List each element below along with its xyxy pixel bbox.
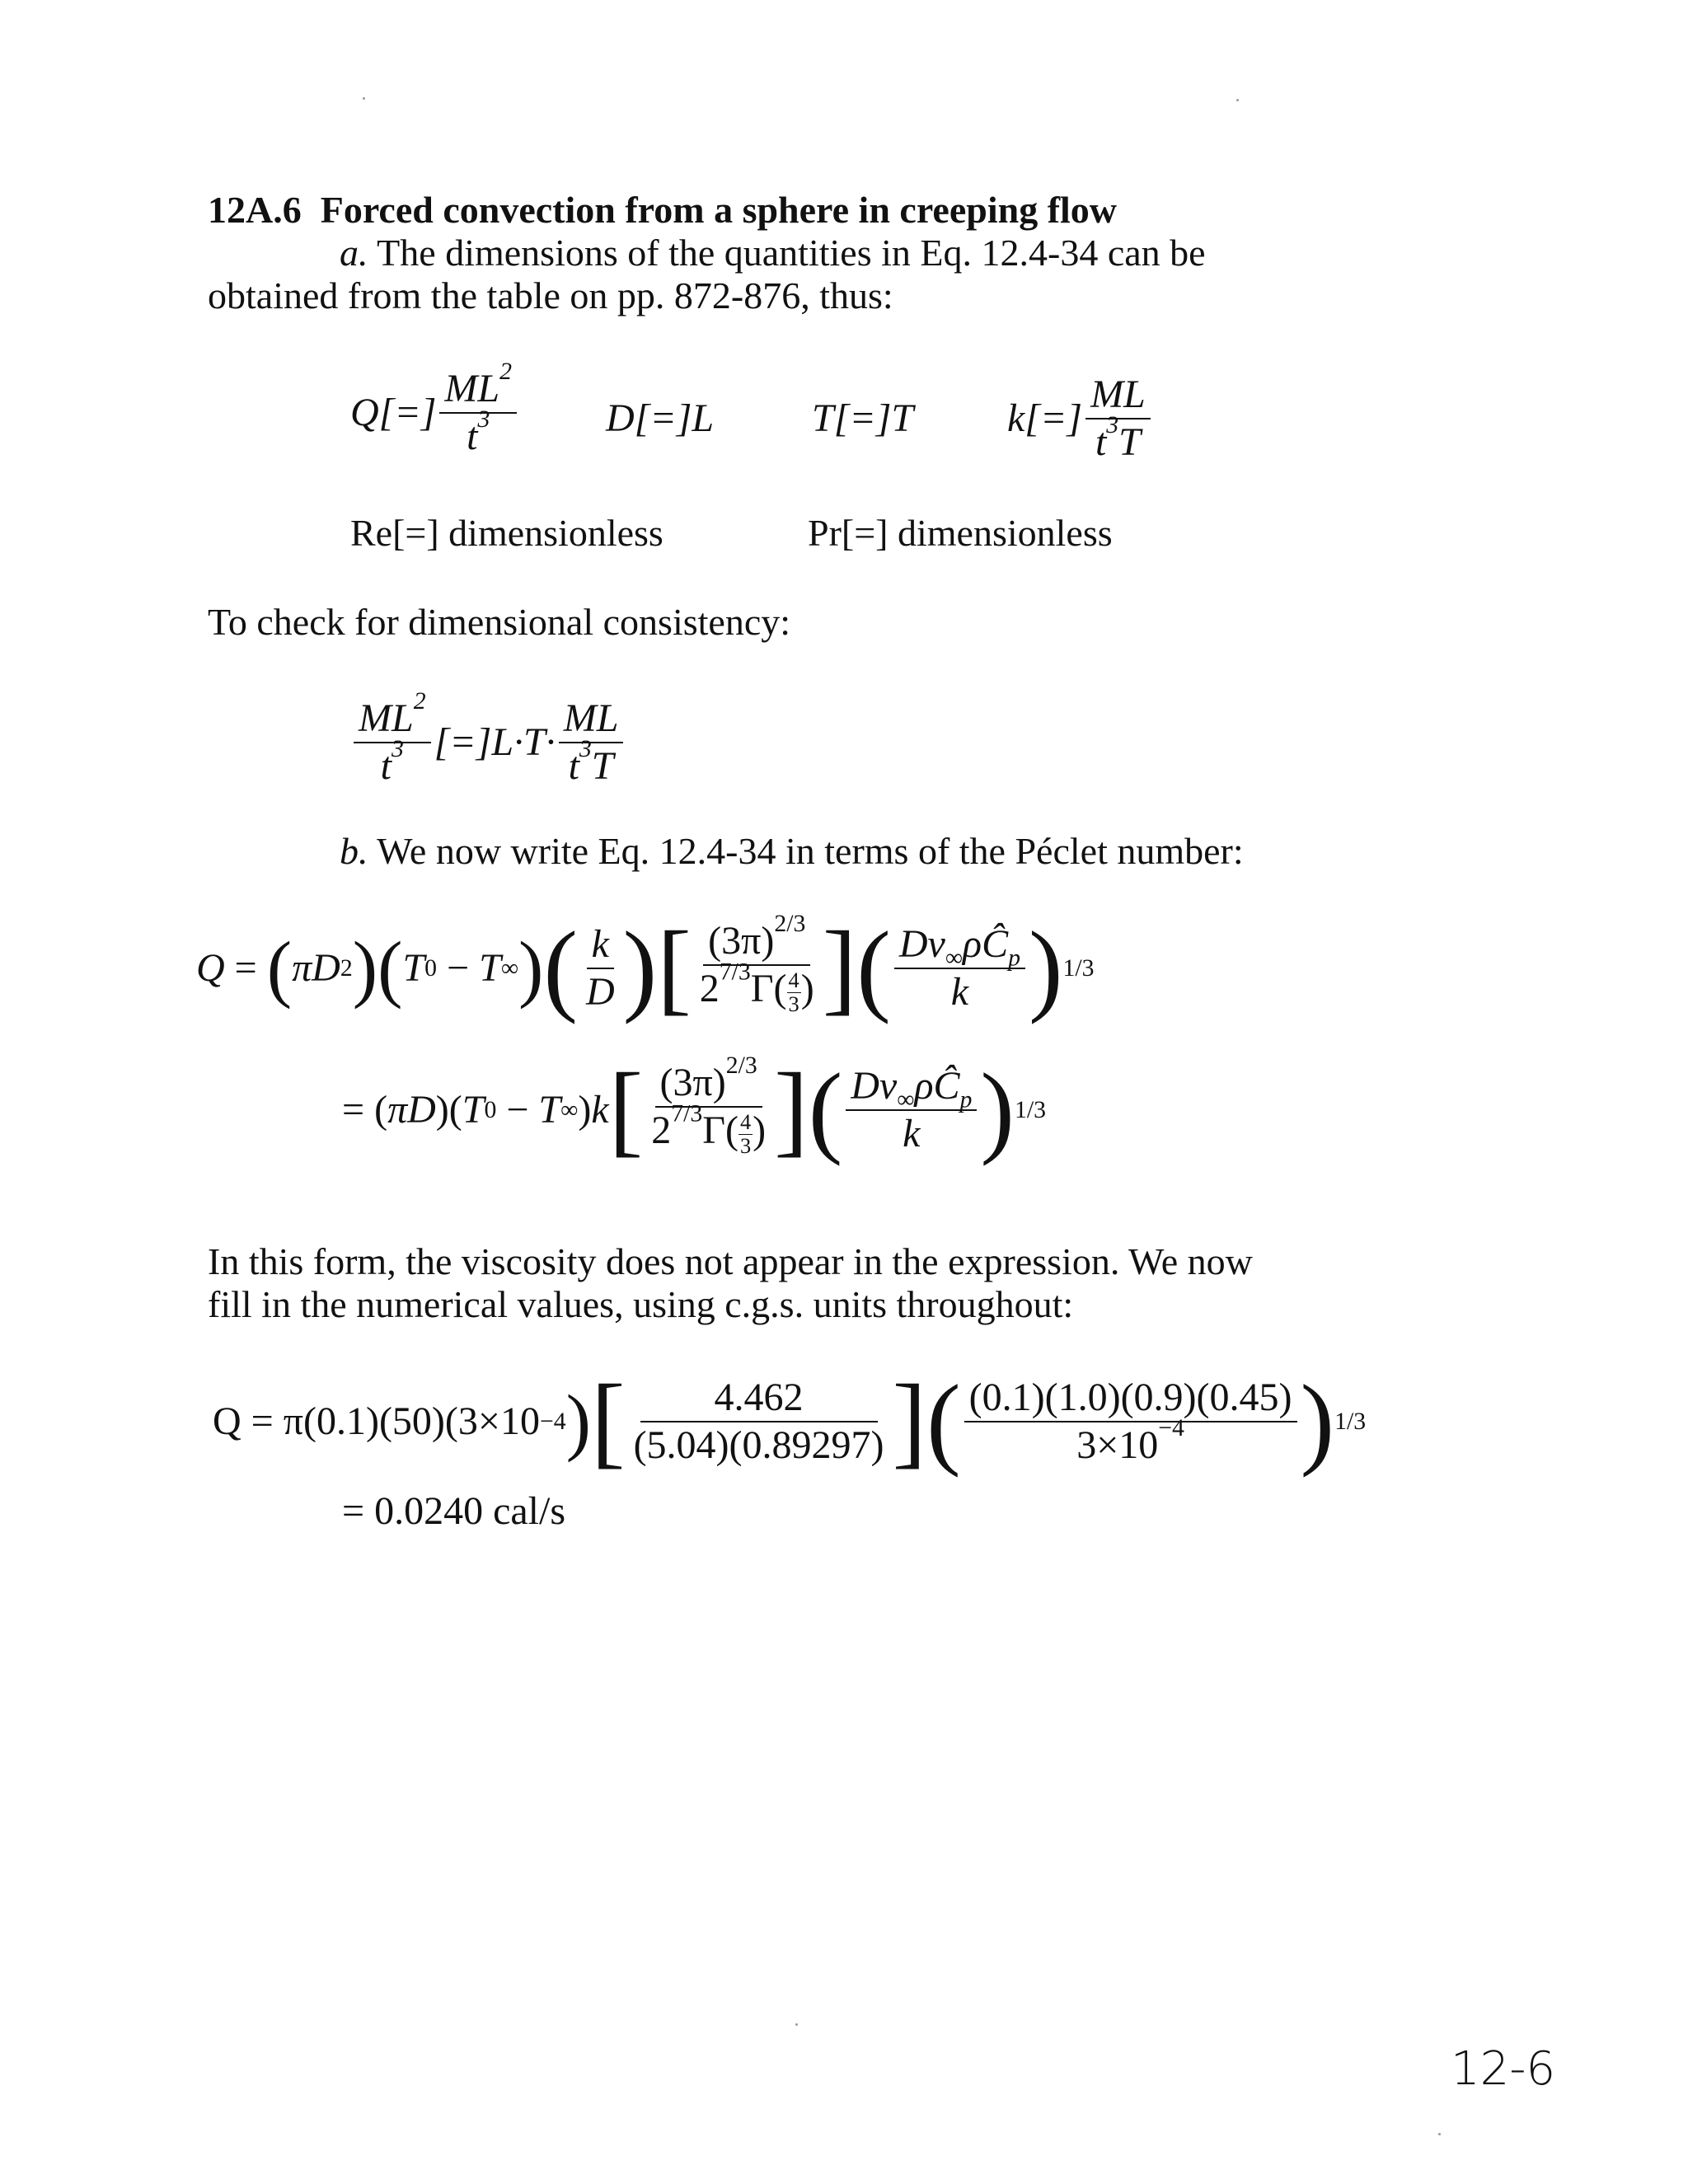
three-pi-exp: 2/3: [774, 910, 806, 938]
dim-k: [1007, 375, 1154, 462]
check-lhs-num-exp: 2: [413, 687, 426, 715]
dim-D: D[=]L: [606, 396, 715, 440]
numeric-f2-num: (0.1)(1.0)(0.9)(0.45): [964, 1378, 1297, 1422]
dim-Q-num: ML: [444, 367, 500, 410]
dim-k-den: t: [1095, 420, 1107, 464]
four: 4: [788, 968, 799, 992]
numeric-f2-den: 3×10: [1076, 1423, 1159, 1467]
check-lhs-fraction: [354, 687, 431, 788]
part-a-intro-line2: obtained from the table on pp. 872-876, thus:: [208, 274, 893, 316]
check-rhs-fraction: [559, 696, 624, 788]
check-equation: [350, 687, 626, 788]
part-a-intro-text: The dimensions of the quantities in Eq. 12.4-34 can be: [377, 232, 1206, 274]
problem-heading: [208, 191, 1117, 229]
dim-Q-fraction: [439, 358, 517, 458]
part-a-intro-line1: [340, 234, 1206, 272]
two-exp-2: 7/3: [671, 1099, 703, 1127]
dim-k-num: ML: [1085, 375, 1151, 419]
dim-Q-den: t: [467, 415, 478, 458]
numeric-fraction-1: [629, 1378, 889, 1465]
part-b-label: b.: [340, 830, 368, 872]
problem-number: 12A.6: [208, 189, 302, 231]
scan-speck: [1438, 2133, 1441, 2135]
part-a-label: a.: [340, 232, 368, 274]
three-pi-2: (3π): [659, 1061, 726, 1104]
gamma: Γ: [750, 967, 774, 1011]
check-intro: To check for dimensional consistency:: [208, 601, 791, 643]
check-lhs-den: t: [380, 744, 392, 788]
dim-Q: [350, 358, 520, 458]
para-line2: fill in the numerical values, using c.g.s. units throughout:: [208, 1283, 1074, 1325]
numeric-equation: Q = π(0.1)(50)(3×10 −4 ) [ $\frac{4.462}{(5.04)(0.89297)}$ ] ( $\frac{(0.1)(1.0)(0.9)(0.45)}{3\times 10^{-4}}$ ) 1/3: [213, 1364, 1367, 1479]
numeric-fraction-2: [964, 1378, 1297, 1465]
pr-dimension: Pr[=] dimensionless: [808, 512, 1113, 554]
check-mid: [=]L·T·: [434, 720, 556, 764]
scan-speck: [1236, 99, 1239, 101]
check-lhs-den-exp: 3: [392, 735, 404, 763]
part-b-intro: [340, 832, 1244, 870]
three: 3: [788, 991, 799, 1016]
dim-k-fraction: [1085, 375, 1151, 462]
three-2: 3: [739, 1132, 752, 1158]
two-exp: 7/3: [719, 958, 751, 986]
two: 2: [699, 967, 720, 1011]
page-number: 12-6: [1451, 2042, 1556, 2096]
check-rhs-den: t: [568, 744, 579, 788]
dim-Q-den-exp: 3: [477, 405, 490, 434]
dim-T: T[=]T: [812, 396, 914, 440]
peclet-equation-line2: = ( πD )( T 0 − T ∞ ) k [ $(3\pi)^{2/3}$ $2^{7/3}\Gamma$( $\frac{4}{3}$ ) ] ( $\frac{Dv_\infty\rho Ĉ_p}{k}$ ) 1/3: [342, 1052, 1046, 1167]
scan-speck: [795, 2023, 798, 2026]
numeric-result: = 0.0240 cal/s: [342, 1489, 566, 1533]
four-2: 4: [739, 1109, 752, 1134]
re-dimension: Re[=] dimensionless: [350, 512, 663, 554]
check-rhs-den-tail: T: [591, 744, 614, 788]
check-rhs-num: ML: [559, 699, 624, 743]
numeric-f1-den: (5.04)(0.89297): [633, 1423, 884, 1467]
peclet-equation-line1: Q = ( πD 2 ) ( T 0 − T ∞ ) ( $\frac{k}{D}$ ) [ $(3\pi)^{2/3}$ $2^{7/3}\Gamma$( $\frac{4}{3}$ ) ] ( $\frac{Dv_\infty\rho Ĉ_p}{k}$ ) 1/3: [196, 910, 1095, 1025]
numeric-lhs: Q = π(0.1)(50)(3×10: [213, 1399, 540, 1443]
part-b-intro-text: We now write Eq. 12.4-34 in terms of the Péclet number:: [377, 830, 1244, 872]
para-line1: In this form, the viscosity does not appear in the expression. We now: [208, 1240, 1253, 1282]
three-pi-exp-2: 2/3: [725, 1052, 757, 1080]
scan-speck: [363, 97, 365, 100]
dim-k-den-exp: 3: [1106, 411, 1119, 439]
numeric-f2-den-exp: −4: [1158, 1414, 1184, 1442]
dim-k-lhs: k[=]: [1007, 396, 1083, 440]
two-2: 2: [651, 1108, 672, 1153]
dim-k-den-tail: T: [1118, 420, 1141, 464]
check-lhs-num: ML: [359, 696, 414, 740]
gamma-2: Γ: [702, 1108, 725, 1153]
dim-Q-lhs: Q[=]: [350, 391, 437, 434]
numeric-f1-num: 4.462: [640, 1378, 878, 1422]
three-pi: (3π): [708, 919, 775, 963]
problem-title: Forced convection from a sphere in creeping flow: [320, 189, 1118, 231]
dim-Q-num-exp: 2: [499, 358, 512, 386]
check-rhs-den-exp: 3: [579, 735, 592, 763]
